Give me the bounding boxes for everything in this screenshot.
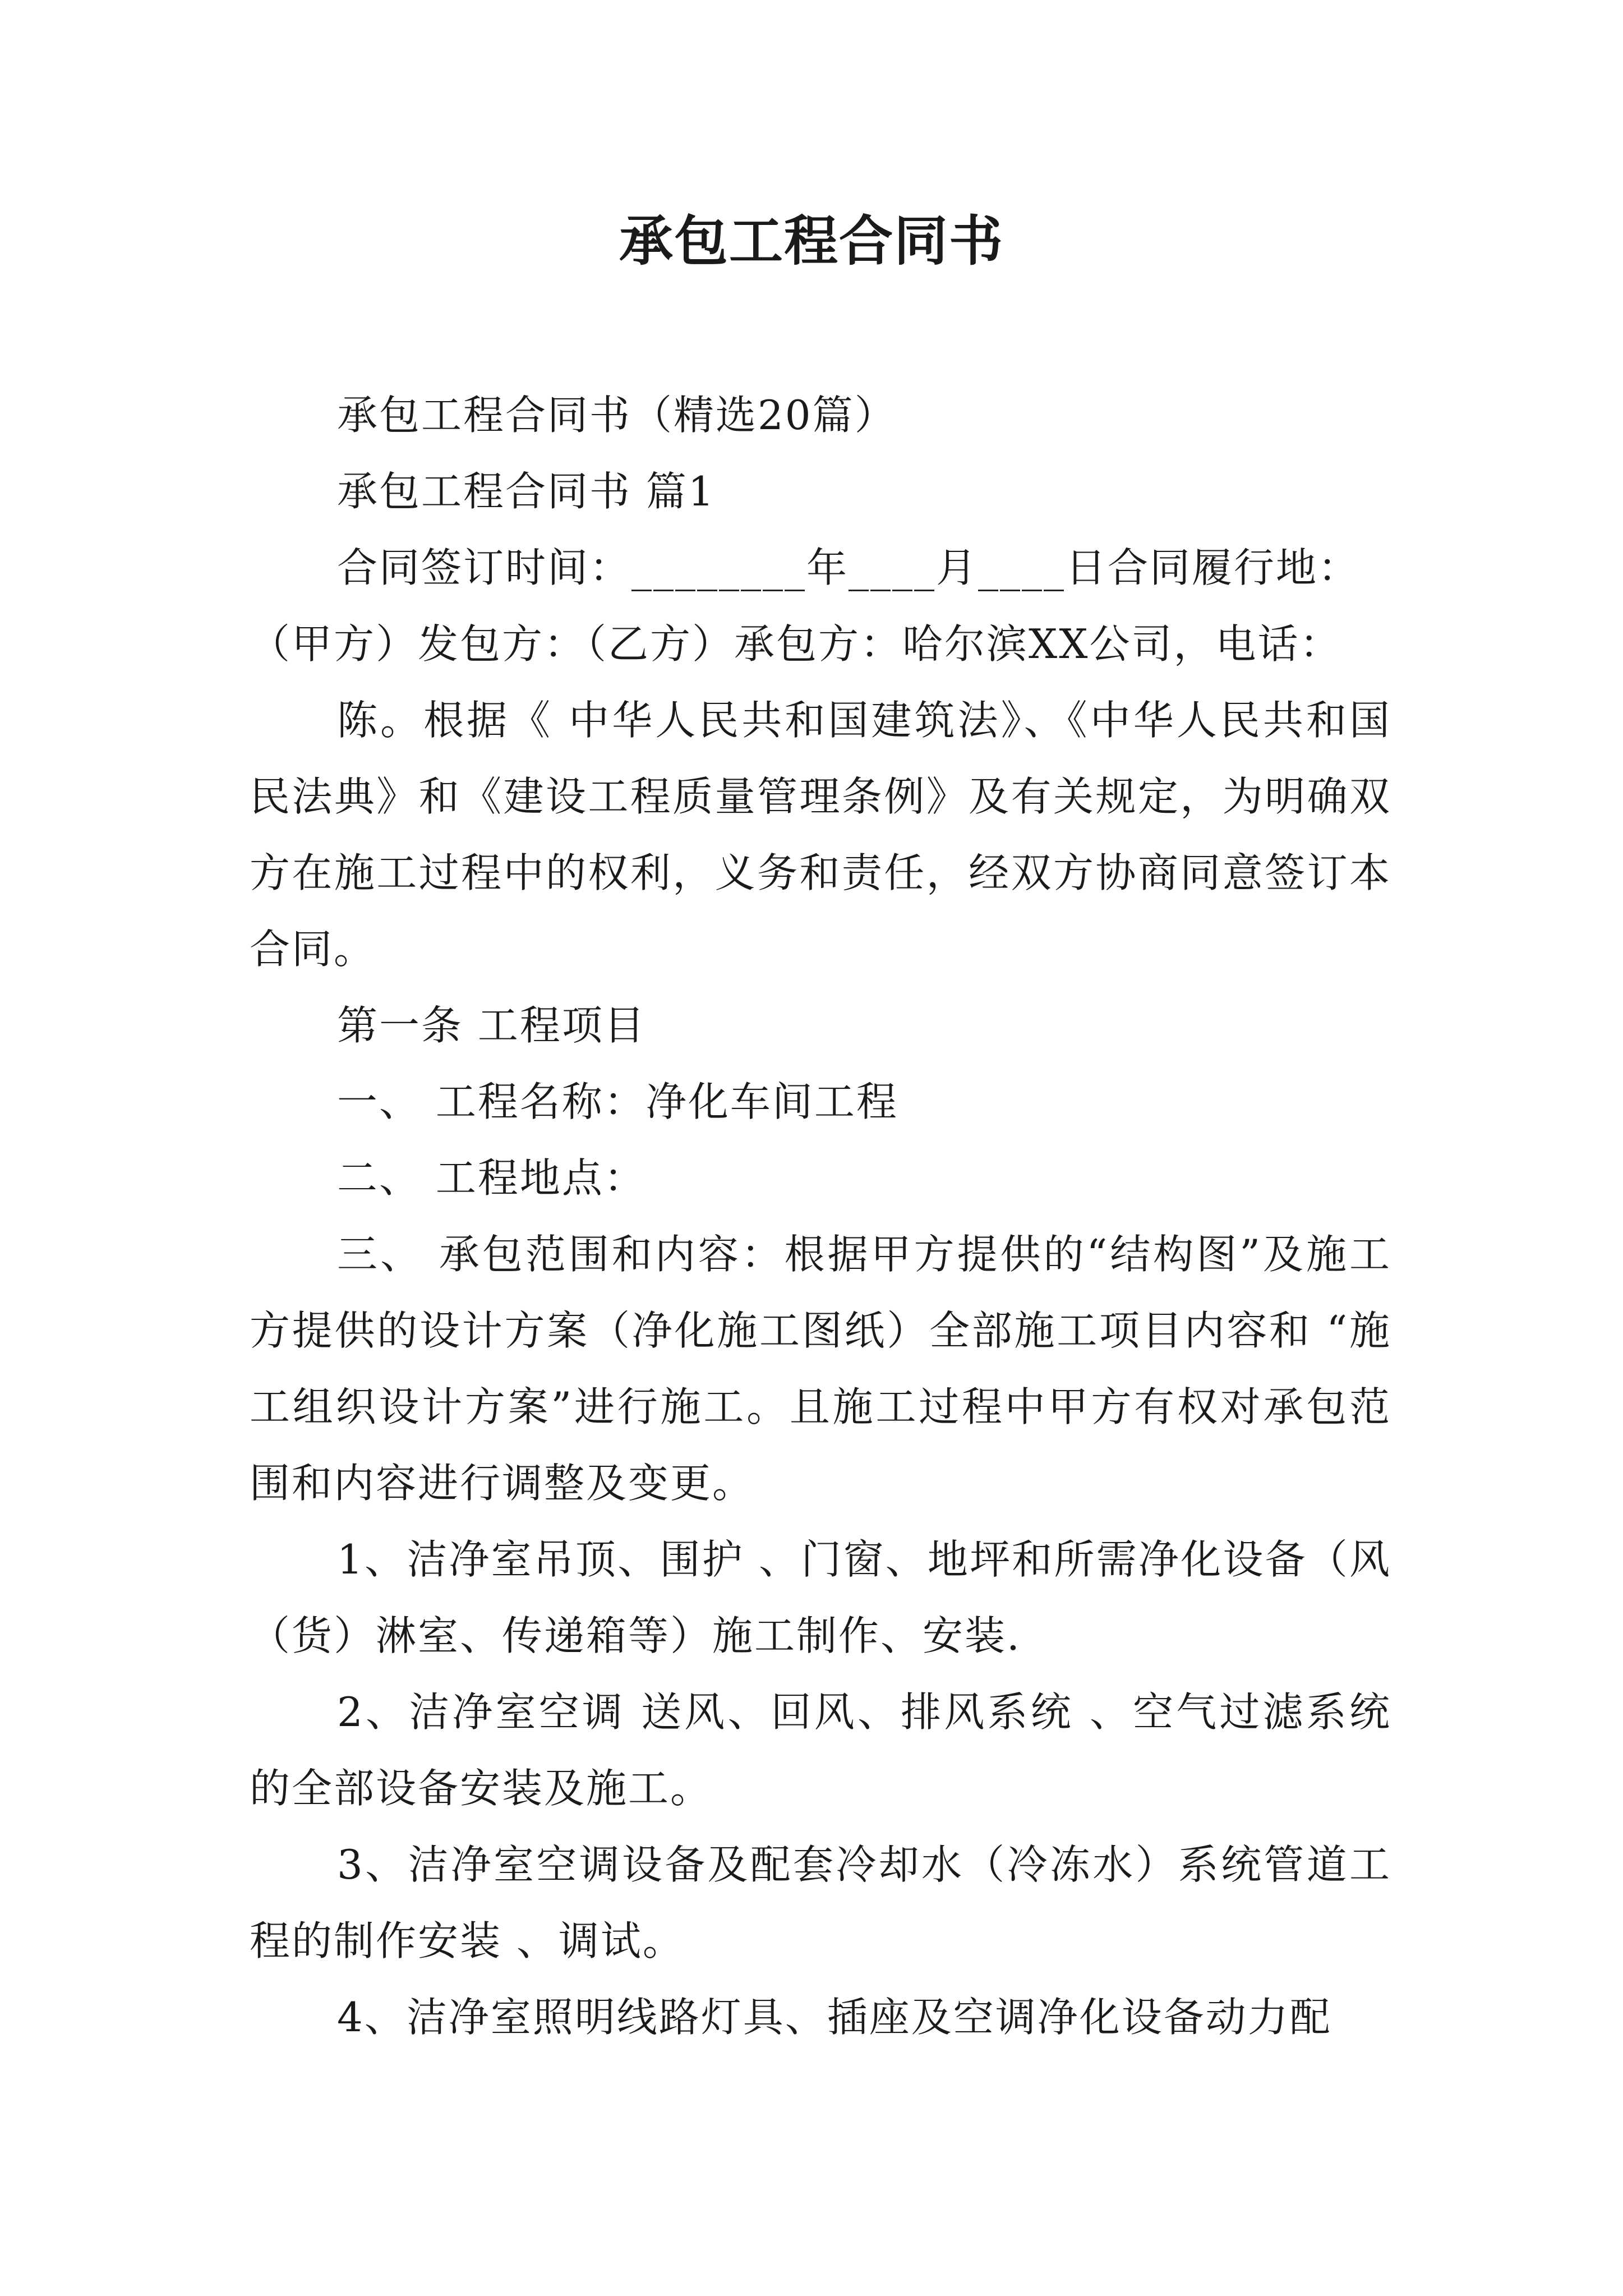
paragraph-item-1: 1、洁净室吊顶、围护 、门窗、地坪和所需净化设备（风（货）淋室、传递箱等）施工制作、安装. <box>250 1536 1391 1659</box>
paragraph-article-one: 第一条 工程项目 <box>337 1002 646 1049</box>
paragraph-item-3: 3、洁净室空调设备及配套冷却水（冷冻水）系统管道工程的制作安装 、调试。 <box>250 1841 1391 1964</box>
document-title: 承包工程合同书 <box>619 209 1004 273</box>
paragraph-section-heading: 承包工程合同书 篇1 <box>337 468 716 515</box>
paragraph-signing-time: 合同签订时间：________年____月____日合同履行地： <box>337 544 1361 591</box>
document-body <box>250 377 1391 2055</box>
paragraph-item-4: 4、洁净室照明线路灯具、插座及空调净化设备动力配 <box>337 1994 1332 2041</box>
paragraph-project-name: 一、 工程名称：净化车间工程 <box>337 1078 898 1125</box>
paragraph-scope: 三、 承包范围和内容：根据甲方提供的“结构图”及施工方提供的设计方案（净化施工图纸）全部施工项目内容和 “施工组织设计方案”进行施工。且施工过程中甲方有权对承包范围和内容进行调整及变更。 <box>250 1231 1391 1507</box>
paragraph-collection-heading: 承包工程合同书（精选20篇） <box>337 392 897 439</box>
paragraph-legal-basis: 陈。根据《 中华人民共和国建筑法》、《中华人民共和国民法典》和《建设工程质量管理条例》及有关规定，为明确双方在施工过程中的权利，义务和责任，经双方协商同意签订本合同。 <box>250 697 1391 973</box>
paragraph-project-location: 二、 工程地点： <box>337 1154 646 1202</box>
paragraph-parties: （甲方）发包方：（乙方）承包方：哈尔滨XX公司，电话： <box>250 620 1342 668</box>
paragraph-item-2: 2、洁净室空调 送风、回风、排风系统 、空气过滤系统的全部设备安装及施工。 <box>250 1688 1391 1812</box>
